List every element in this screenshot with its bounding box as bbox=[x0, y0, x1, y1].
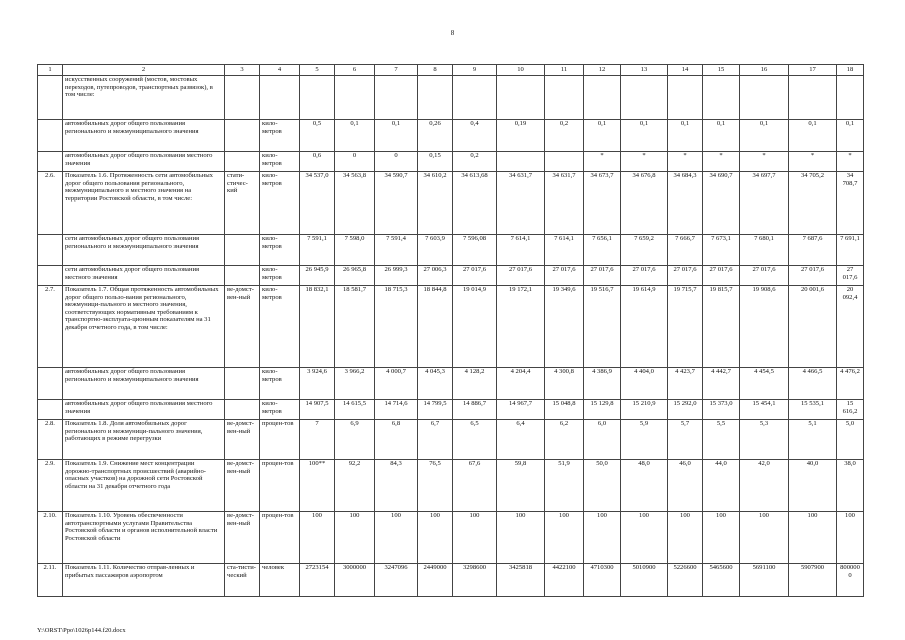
value-cell: 4 466,5 bbox=[789, 368, 837, 400]
value-cell: 5226600 bbox=[668, 564, 703, 597]
data-source-cell: ве-домст-вен-ный bbox=[225, 460, 260, 512]
column-number-cell: 12 bbox=[584, 65, 621, 76]
value-cell: 14 714,6 bbox=[375, 400, 418, 420]
data-source-cell bbox=[225, 76, 260, 120]
value-cell: 38,0 bbox=[837, 460, 864, 512]
value-cell bbox=[703, 76, 740, 120]
value-cell: 100 bbox=[668, 512, 703, 564]
value-cell: 18 715,3 bbox=[375, 286, 418, 368]
indicator-name-cell: сети автомобильных дорог общего пользования местного значения bbox=[63, 266, 225, 286]
value-cell: 4 423,7 bbox=[668, 368, 703, 400]
value-cell: 34 590,7 bbox=[375, 172, 418, 235]
value-cell: 15 292,0 bbox=[668, 400, 703, 420]
row-index-cell bbox=[38, 368, 63, 400]
value-cell: 0,15 bbox=[418, 152, 453, 172]
table-row bbox=[38, 460, 864, 512]
table-row bbox=[38, 172, 864, 235]
column-number-cell: 18 bbox=[837, 65, 864, 76]
value-cell: 6,8 bbox=[375, 420, 418, 460]
value-cell: 15 048,8 bbox=[545, 400, 584, 420]
value-cell: 8000000 bbox=[837, 564, 864, 597]
unit-cell: процен-тов bbox=[260, 420, 300, 460]
value-cell: * bbox=[703, 152, 740, 172]
value-cell: 15 454,1 bbox=[740, 400, 789, 420]
value-cell: 6,5 bbox=[453, 420, 497, 460]
row-index-cell: 2.10. bbox=[38, 512, 63, 564]
indicator-name-cell: Показатель 1.6. Протяженность сети автомобильных дорог общего пользования регионального, межмуниципального и местного значения на территории Ростовской области, в том числе: bbox=[63, 172, 225, 235]
value-cell: 100 bbox=[545, 512, 584, 564]
value-cell: 15 129,8 bbox=[584, 400, 621, 420]
column-number-cell: 4 bbox=[260, 65, 300, 76]
value-cell: 4 404,0 bbox=[621, 368, 668, 400]
value-cell: 3298600 bbox=[453, 564, 497, 597]
column-number-cell: 16 bbox=[740, 65, 789, 76]
value-cell: 84,3 bbox=[375, 460, 418, 512]
value-cell: 15 616,2 bbox=[837, 400, 864, 420]
value-cell: 7 596,08 bbox=[453, 235, 497, 266]
value-cell: 0 bbox=[375, 152, 418, 172]
value-cell: * bbox=[789, 152, 837, 172]
value-cell: 5691100 bbox=[740, 564, 789, 597]
value-cell: 4710300 bbox=[584, 564, 621, 597]
column-number-cell: 14 bbox=[668, 65, 703, 76]
unit-cell: кило-метров bbox=[260, 172, 300, 235]
row-index-cell bbox=[38, 266, 63, 286]
row-index-cell bbox=[38, 235, 63, 266]
value-cell: 76,5 bbox=[418, 460, 453, 512]
value-cell: 34 537,0 bbox=[300, 172, 335, 235]
value-cell: 34 631,7 bbox=[545, 172, 584, 235]
value-cell: 3 966,2 bbox=[335, 368, 375, 400]
value-cell: 34 610,2 bbox=[418, 172, 453, 235]
value-cell: 100 bbox=[453, 512, 497, 564]
value-cell: 0,26 bbox=[418, 120, 453, 152]
value-cell: 5,1 bbox=[789, 420, 837, 460]
value-cell: 7 656,1 bbox=[584, 235, 621, 266]
value-cell: 0,2 bbox=[453, 152, 497, 172]
value-cell: 100 bbox=[418, 512, 453, 564]
value-cell: 3247096 bbox=[375, 564, 418, 597]
value-cell: 26 965,8 bbox=[335, 266, 375, 286]
value-cell: 27 017,6 bbox=[584, 266, 621, 286]
value-cell: 19 014,9 bbox=[453, 286, 497, 368]
value-cell: 7 603,9 bbox=[418, 235, 453, 266]
table-row bbox=[38, 286, 864, 368]
value-cell: 19 715,7 bbox=[668, 286, 703, 368]
value-cell: 67,6 bbox=[453, 460, 497, 512]
value-cell: 34 673,7 bbox=[584, 172, 621, 235]
value-cell: 7 687,6 bbox=[789, 235, 837, 266]
indicator-name-cell: искусственных сооружений (мостов, мостовых переходов, путепроводов, транспортных развязок), в том числе: bbox=[63, 76, 225, 120]
file-path-footer: Y:\ORST\Ppo\1026p144.f20.docx bbox=[37, 627, 126, 634]
value-cell: 44,0 bbox=[703, 460, 740, 512]
page-number: 8 bbox=[450, 29, 455, 37]
unit-cell: кило-метров bbox=[260, 152, 300, 172]
indicator-name-cell: сети автомобильных дорог общего пользования регионального и межмуниципального значения bbox=[63, 235, 225, 266]
data-source-cell bbox=[225, 266, 260, 286]
value-cell: 7 bbox=[300, 420, 335, 460]
value-cell: 0,2 bbox=[545, 120, 584, 152]
value-cell: 100 bbox=[621, 512, 668, 564]
indicator-name-cell: автомобильных дорог общего пользования регионального и межмуниципального значения bbox=[63, 120, 225, 152]
value-cell: 4 386,9 bbox=[584, 368, 621, 400]
value-cell: 42,0 bbox=[740, 460, 789, 512]
value-cell: 5,9 bbox=[621, 420, 668, 460]
value-cell: 34 708,7 bbox=[837, 172, 864, 235]
table-body bbox=[38, 65, 864, 597]
indicator-name-cell: автомобильных дорог общего пользования местного значения bbox=[63, 400, 225, 420]
value-cell: 27 006,3 bbox=[418, 266, 453, 286]
unit-cell: кило-метров bbox=[260, 120, 300, 152]
value-cell: 5,3 bbox=[740, 420, 789, 460]
value-cell: 2449000 bbox=[418, 564, 453, 597]
unit-cell bbox=[260, 76, 300, 120]
data-source-cell bbox=[225, 152, 260, 172]
value-cell: 3000000 bbox=[335, 564, 375, 597]
unit-cell: кило-метров bbox=[260, 235, 300, 266]
unit-cell: кило-метров bbox=[260, 286, 300, 368]
value-cell: * bbox=[584, 152, 621, 172]
value-cell: 100 bbox=[837, 512, 864, 564]
value-cell: 27 017,6 bbox=[703, 266, 740, 286]
row-index-cell bbox=[38, 400, 63, 420]
value-cell: 19 908,6 bbox=[740, 286, 789, 368]
table-row bbox=[38, 368, 864, 400]
value-cell: 46,0 bbox=[668, 460, 703, 512]
value-cell: 100** bbox=[300, 460, 335, 512]
indicator-name-cell: Показатель 1.10. Уровень обеспеченности автотранспортными услугами Правительства Ростовской области и органов исполнительной власти Ростовской области bbox=[63, 512, 225, 564]
indicator-name-cell: Показатель 1.11. Количество отправ-ленных и прибытых пассажиров аэропортом bbox=[63, 564, 225, 597]
value-cell: 0,1 bbox=[584, 120, 621, 152]
row-index-cell: 2.9. bbox=[38, 460, 63, 512]
table-row bbox=[38, 76, 864, 120]
value-cell: 34 705,2 bbox=[789, 172, 837, 235]
value-cell: 27 017,6 bbox=[837, 266, 864, 286]
row-index-cell bbox=[38, 152, 63, 172]
value-cell bbox=[789, 76, 837, 120]
value-cell: 18 581,7 bbox=[335, 286, 375, 368]
value-cell: 0,1 bbox=[837, 120, 864, 152]
value-cell: 4 045,3 bbox=[418, 368, 453, 400]
column-number-cell: 2 bbox=[63, 65, 225, 76]
value-cell: 0,1 bbox=[375, 120, 418, 152]
indicator-name-cell: Показатель 1.8. Доля автомобильных дорог регионального и межмуници-пального значения, работающих в режиме перегрузки bbox=[63, 420, 225, 460]
value-cell: 15 210,9 bbox=[621, 400, 668, 420]
value-cell: 0,1 bbox=[740, 120, 789, 152]
table-row bbox=[38, 512, 864, 564]
value-cell: 3 924,6 bbox=[300, 368, 335, 400]
value-cell: 7 614,1 bbox=[545, 235, 584, 266]
column-number-cell: 7 bbox=[375, 65, 418, 76]
value-cell: 100 bbox=[584, 512, 621, 564]
value-cell: 6,0 bbox=[584, 420, 621, 460]
value-cell bbox=[335, 76, 375, 120]
value-cell: 0,19 bbox=[497, 120, 545, 152]
value-cell: 100 bbox=[300, 512, 335, 564]
value-cell: 15 373,0 bbox=[703, 400, 740, 420]
value-cell: 0,1 bbox=[621, 120, 668, 152]
value-cell: 100 bbox=[335, 512, 375, 564]
data-source-cell: стати-стичес-кий bbox=[225, 172, 260, 235]
value-cell: 34 613,68 bbox=[453, 172, 497, 235]
data-source-cell: ве-домст-вен-ный bbox=[225, 286, 260, 368]
value-cell bbox=[545, 76, 584, 120]
value-cell: 100 bbox=[497, 512, 545, 564]
value-cell bbox=[740, 76, 789, 120]
value-cell: 26 945,9 bbox=[300, 266, 335, 286]
value-cell: 5465600 bbox=[703, 564, 740, 597]
table-row bbox=[38, 420, 864, 460]
indicator-table bbox=[37, 64, 864, 597]
row-index-cell: 2.7. bbox=[38, 286, 63, 368]
data-source-cell bbox=[225, 368, 260, 400]
value-cell: 0,5 bbox=[300, 120, 335, 152]
value-cell: 7 666,7 bbox=[668, 235, 703, 266]
value-cell bbox=[837, 76, 864, 120]
value-cell: 34 690,7 bbox=[703, 172, 740, 235]
value-cell: 27 017,6 bbox=[621, 266, 668, 286]
row-index-cell: 2.11. bbox=[38, 564, 63, 597]
value-cell: 100 bbox=[789, 512, 837, 564]
unit-cell: процен-тов bbox=[260, 512, 300, 564]
unit-cell: кило-метров bbox=[260, 400, 300, 420]
column-number-cell: 17 bbox=[789, 65, 837, 76]
column-number-row bbox=[38, 65, 864, 76]
row-index-cell bbox=[38, 120, 63, 152]
value-cell: 34 684,3 bbox=[668, 172, 703, 235]
value-cell: 20 092,4 bbox=[837, 286, 864, 368]
value-cell: 34 697,7 bbox=[740, 172, 789, 235]
value-cell: 27 017,6 bbox=[789, 266, 837, 286]
column-number-cell: 3 bbox=[225, 65, 260, 76]
data-source-cell bbox=[225, 235, 260, 266]
value-cell: 19 349,6 bbox=[545, 286, 584, 368]
data-source-cell bbox=[225, 400, 260, 420]
value-cell: 6,2 bbox=[545, 420, 584, 460]
value-cell: 18 832,1 bbox=[300, 286, 335, 368]
table-row bbox=[38, 564, 864, 597]
value-cell bbox=[545, 152, 584, 172]
value-cell: 7 591,1 bbox=[300, 235, 335, 266]
value-cell: 18 844,8 bbox=[418, 286, 453, 368]
value-cell: 48,0 bbox=[621, 460, 668, 512]
table-row bbox=[38, 235, 864, 266]
row-index-cell: 2.8. bbox=[38, 420, 63, 460]
table-row bbox=[38, 400, 864, 420]
value-cell: 5010900 bbox=[621, 564, 668, 597]
value-cell: 6,4 bbox=[497, 420, 545, 460]
value-cell: 50,0 bbox=[584, 460, 621, 512]
value-cell: 0,1 bbox=[335, 120, 375, 152]
indicator-name-cell: автомобильных дорог общего пользования местного значения bbox=[63, 152, 225, 172]
value-cell: 14 907,5 bbox=[300, 400, 335, 420]
unit-cell: кило-метров bbox=[260, 266, 300, 286]
value-cell: 0,1 bbox=[703, 120, 740, 152]
value-cell: 34 563,8 bbox=[335, 172, 375, 235]
value-cell bbox=[497, 76, 545, 120]
data-source-cell: ве-домст-вен-ный bbox=[225, 420, 260, 460]
column-number-cell: 9 bbox=[453, 65, 497, 76]
value-cell: 27 017,6 bbox=[497, 266, 545, 286]
value-cell: * bbox=[837, 152, 864, 172]
column-number-cell: 13 bbox=[621, 65, 668, 76]
value-cell bbox=[668, 76, 703, 120]
value-cell: 27 017,6 bbox=[740, 266, 789, 286]
data-source-cell bbox=[225, 120, 260, 152]
value-cell: 92,2 bbox=[335, 460, 375, 512]
value-cell: 19 172,1 bbox=[497, 286, 545, 368]
value-cell: 34 676,8 bbox=[621, 172, 668, 235]
table-row bbox=[38, 266, 864, 286]
value-cell: 27 017,6 bbox=[545, 266, 584, 286]
value-cell: 26 999,3 bbox=[375, 266, 418, 286]
value-cell: 19 516,7 bbox=[584, 286, 621, 368]
column-number-cell: 10 bbox=[497, 65, 545, 76]
value-cell: 0,1 bbox=[789, 120, 837, 152]
value-cell: 7 673,1 bbox=[703, 235, 740, 266]
row-index-cell bbox=[38, 76, 63, 120]
value-cell: 0 bbox=[335, 152, 375, 172]
value-cell: 15 535,1 bbox=[789, 400, 837, 420]
value-cell: 19 815,7 bbox=[703, 286, 740, 368]
value-cell: 34 631,7 bbox=[497, 172, 545, 235]
value-cell: 100 bbox=[703, 512, 740, 564]
value-cell: 4 476,2 bbox=[837, 368, 864, 400]
value-cell: 4422100 bbox=[545, 564, 584, 597]
value-cell: 5,7 bbox=[668, 420, 703, 460]
table-row bbox=[38, 152, 864, 172]
value-cell: 51,9 bbox=[545, 460, 584, 512]
column-number-cell: 1 bbox=[38, 65, 63, 76]
indicator-name-cell: Показатель 1.7. Общая протяженность автомобильных дорог общего пользо-вания регионального, межмуници-пального и местного значения, соответствующих нормативным требованиям к транспортно-эксплуата-ционным показателям на 31 декабря отчетного года, в том числе: bbox=[63, 286, 225, 368]
indicator-name-cell: Показатель 1.9. Снижение мест концентрации дорожно-транспортных происшествий (аварийно-опасных участков) на дорожной сети Ростовской области на 31 декабря отчетного года bbox=[63, 460, 225, 512]
value-cell: 4 000,7 bbox=[375, 368, 418, 400]
data-source-cell: ста-тисти-ческий bbox=[225, 564, 260, 597]
value-cell bbox=[497, 152, 545, 172]
value-cell: 4 128,2 bbox=[453, 368, 497, 400]
column-number-cell: 5 bbox=[300, 65, 335, 76]
value-cell: 5,5 bbox=[703, 420, 740, 460]
value-cell: 14 799,5 bbox=[418, 400, 453, 420]
value-cell: 7 614,1 bbox=[497, 235, 545, 266]
value-cell: 4 300,8 bbox=[545, 368, 584, 400]
value-cell: 7 659,2 bbox=[621, 235, 668, 266]
value-cell: 27 017,6 bbox=[453, 266, 497, 286]
value-cell: 0,1 bbox=[668, 120, 703, 152]
table-row bbox=[38, 120, 864, 152]
value-cell: 0,6 bbox=[300, 152, 335, 172]
value-cell: * bbox=[621, 152, 668, 172]
data-source-cell: ве-домст-вен-ный bbox=[225, 512, 260, 564]
column-number-cell: 8 bbox=[418, 65, 453, 76]
value-cell: 7 691,1 bbox=[837, 235, 864, 266]
value-cell bbox=[418, 76, 453, 120]
value-cell: 7 680,1 bbox=[740, 235, 789, 266]
value-cell: 7 598,0 bbox=[335, 235, 375, 266]
value-cell bbox=[375, 76, 418, 120]
value-cell: 5,0 bbox=[837, 420, 864, 460]
unit-cell: процен-тов bbox=[260, 460, 300, 512]
value-cell bbox=[621, 76, 668, 120]
value-cell: 14 886,7 bbox=[453, 400, 497, 420]
unit-cell: кило-метров bbox=[260, 368, 300, 400]
value-cell: 20 001,6 bbox=[789, 286, 837, 368]
value-cell: 19 614,9 bbox=[621, 286, 668, 368]
column-number-cell: 11 bbox=[545, 65, 584, 76]
value-cell bbox=[584, 76, 621, 120]
value-cell: 14 615,5 bbox=[335, 400, 375, 420]
value-cell: 14 967,7 bbox=[497, 400, 545, 420]
value-cell: 6,9 bbox=[335, 420, 375, 460]
value-cell: 27 017,6 bbox=[668, 266, 703, 286]
column-number-cell: 6 bbox=[335, 65, 375, 76]
value-cell: 2723154 bbox=[300, 564, 335, 597]
value-cell bbox=[453, 76, 497, 120]
value-cell: 6,7 bbox=[418, 420, 453, 460]
value-cell: * bbox=[740, 152, 789, 172]
value-cell: 7 591,4 bbox=[375, 235, 418, 266]
value-cell: 4 204,4 bbox=[497, 368, 545, 400]
unit-cell: человек bbox=[260, 564, 300, 597]
column-number-cell: 15 bbox=[703, 65, 740, 76]
value-cell: 3425818 bbox=[497, 564, 545, 597]
value-cell: 40,0 bbox=[789, 460, 837, 512]
value-cell: 59,8 bbox=[497, 460, 545, 512]
value-cell: * bbox=[668, 152, 703, 172]
value-cell: 0,4 bbox=[453, 120, 497, 152]
row-index-cell: 2.6. bbox=[38, 172, 63, 235]
value-cell bbox=[300, 76, 335, 120]
indicator-name-cell: автомобильных дорог общего пользования регионального и межмуниципального значения bbox=[63, 368, 225, 400]
value-cell: 100 bbox=[740, 512, 789, 564]
value-cell: 4 442,7 bbox=[703, 368, 740, 400]
value-cell: 100 bbox=[375, 512, 418, 564]
value-cell: 5907900 bbox=[789, 564, 837, 597]
value-cell: 4 454,5 bbox=[740, 368, 789, 400]
